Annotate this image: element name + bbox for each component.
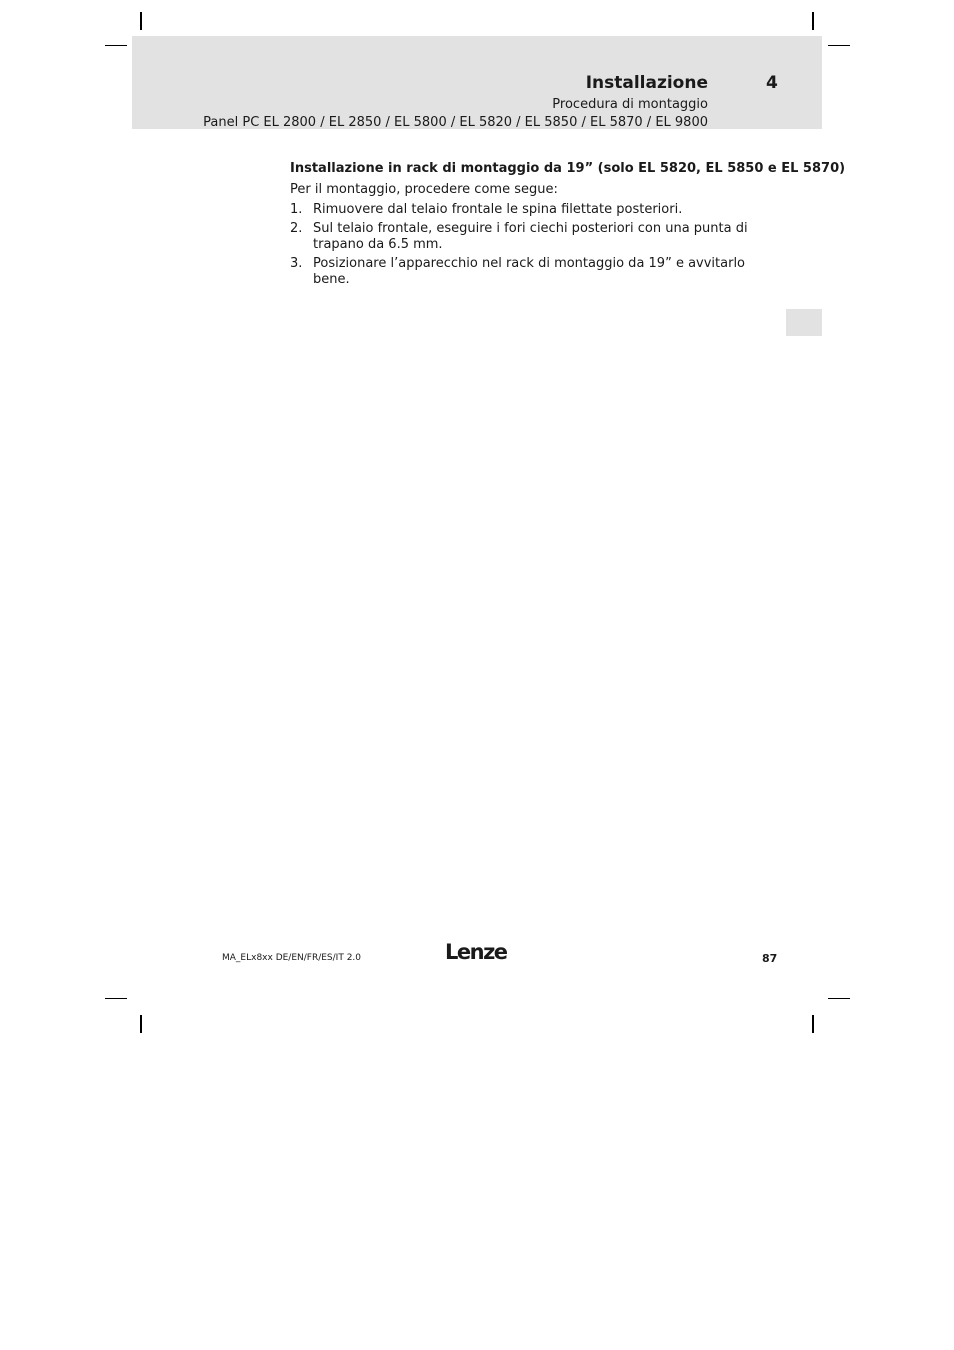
- crop-mark: [812, 1015, 814, 1033]
- chapter-number: 4: [766, 73, 778, 93]
- crop-mark: [140, 12, 142, 30]
- step-number: 2.: [290, 221, 303, 236]
- list-item: [290, 256, 770, 288]
- crop-mark: [140, 1015, 142, 1033]
- document-code: MA_ELx8xx DE/EN/FR/ES/IT 2.0: [222, 953, 362, 963]
- steps-list: [290, 202, 770, 288]
- crop-mark: [105, 45, 127, 46]
- list-item: [290, 221, 770, 253]
- step-number: 1.: [290, 202, 303, 217]
- step-text: Rimuovere dal telaio frontale le spina filettate posteriori.: [313, 202, 683, 217]
- product-models: Panel PC EL 2800 / EL 2850 / EL 5800 / EL 5820 / EL 5850 / EL 5870 / EL 9800: [203, 115, 708, 130]
- step-text: Posizionare l’apparecchio nel rack di montaggio da 19” e avvitarlo bene.: [313, 256, 746, 287]
- page-number: 87: [762, 952, 778, 965]
- section-heading: Installazione in rack di montaggio da 19” (solo EL 5820, EL 5850 e EL 5870): [290, 161, 846, 176]
- list-item: [290, 202, 770, 218]
- step-text: Sul telaio frontale, eseguire i fori ciechi posteriori con una punta di trapano da 6.5 mm.: [313, 221, 748, 252]
- crop-mark: [812, 12, 814, 30]
- page-title: Installazione: [585, 73, 708, 93]
- page-subtitle: Procedura di montaggio: [552, 97, 708, 112]
- crop-mark: [828, 998, 850, 999]
- step-number: 3.: [290, 256, 303, 271]
- lenze-logo: Lenze: [445, 940, 507, 964]
- crop-mark: [828, 45, 850, 46]
- section-intro: Per il montaggio, procedere come segue:: [290, 182, 558, 197]
- crop-mark: [105, 998, 127, 999]
- chapter-side-tab: [786, 309, 822, 336]
- section-content: [290, 161, 846, 291]
